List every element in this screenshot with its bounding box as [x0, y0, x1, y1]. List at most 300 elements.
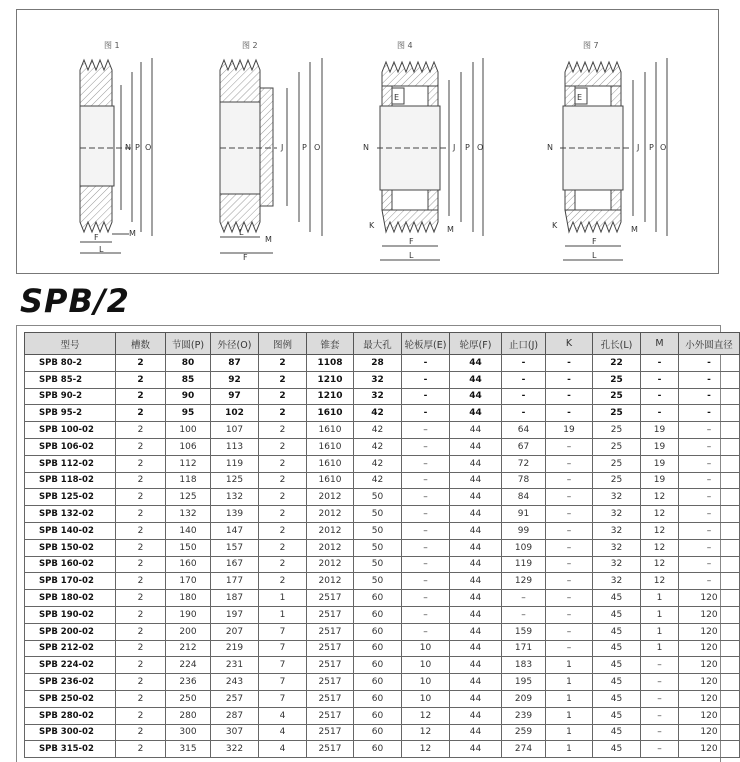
table-cell: 2	[116, 556, 166, 573]
table-cell: 1	[259, 606, 307, 623]
model-cell: SPB 180-02	[25, 590, 116, 607]
table-row	[25, 422, 740, 439]
column-header: 最大孔	[354, 333, 402, 355]
model-cell: SPB 300-02	[25, 724, 116, 741]
table-cell: 50	[354, 573, 402, 590]
table-cell: 2012	[307, 573, 354, 590]
table-cell: 150	[166, 539, 211, 556]
table-cell: 183	[502, 657, 546, 674]
table-cell: 7	[259, 623, 307, 640]
table-cell: 231	[211, 657, 259, 674]
table-cell: 195	[502, 674, 546, 691]
table-cell: 1108	[307, 355, 354, 372]
table-cell: 19	[641, 455, 679, 472]
table-cell: -	[402, 355, 450, 372]
table-cell: 12	[641, 506, 679, 523]
table-cell: 257	[211, 690, 259, 707]
fig4-dim-j: J	[453, 143, 456, 152]
table-cell: –	[546, 539, 593, 556]
model-cell: SPB 118-02	[25, 472, 116, 489]
model-cell: SPB 250-02	[25, 690, 116, 707]
table-cell: 1	[546, 690, 593, 707]
table-cell: –	[546, 606, 593, 623]
table-cell: 44	[450, 438, 502, 455]
table-cell: 7	[259, 674, 307, 691]
fig7-dim-k: K	[552, 221, 558, 230]
column-header: 小外圆直径	[679, 333, 740, 355]
table-cell: 7	[259, 657, 307, 674]
table-cell: 120	[679, 674, 740, 691]
table-cell: 45	[593, 690, 641, 707]
table-cell: 106	[166, 438, 211, 455]
table-cell: 60	[354, 590, 402, 607]
table-cell: 129	[502, 573, 546, 590]
model-cell: SPB 200-02	[25, 623, 116, 640]
column-header: 图例	[259, 333, 307, 355]
table-cell: 2517	[307, 640, 354, 657]
table-cell: 1	[546, 707, 593, 724]
model-cell: SPB 140-02	[25, 522, 116, 539]
table-row	[25, 640, 740, 657]
table-cell: 12	[641, 522, 679, 539]
model-cell: SPB 90-2	[25, 388, 116, 405]
model-cell: SPB 224-02	[25, 657, 116, 674]
table-cell: –	[402, 623, 450, 640]
table-cell: 2	[116, 422, 166, 439]
table-cell: 187	[211, 590, 259, 607]
table-cell: 207	[211, 623, 259, 640]
table-cell: 2	[259, 371, 307, 388]
table-cell: 32	[593, 539, 641, 556]
table-cell: 2	[259, 455, 307, 472]
model-cell: SPB 95-2	[25, 405, 116, 422]
table-cell: 2517	[307, 724, 354, 741]
table-row	[25, 388, 740, 405]
table-cell: 132	[211, 489, 259, 506]
table-cell: 2	[116, 606, 166, 623]
table-cell: –	[502, 606, 546, 623]
table-cell: -	[402, 388, 450, 405]
table-cell: 239	[502, 707, 546, 724]
table-cell: 60	[354, 657, 402, 674]
model-cell: SPB 315-02	[25, 741, 116, 758]
table-cell: 60	[354, 741, 402, 758]
table-cell: -	[502, 388, 546, 405]
table-cell: 2	[259, 556, 307, 573]
table-cell: -	[546, 405, 593, 422]
pulley-drawings	[17, 10, 718, 273]
table-cell: –	[679, 539, 740, 556]
table-cell: 2517	[307, 707, 354, 724]
fig2-dim-j: J	[281, 143, 284, 152]
table-cell: 42	[354, 422, 402, 439]
model-cell: SPB 112-02	[25, 455, 116, 472]
table-cell: 44	[450, 556, 502, 573]
table-cell: 120	[679, 590, 740, 607]
table-cell: 45	[593, 640, 641, 657]
table-cell: 2	[116, 590, 166, 607]
figure-1	[80, 41, 152, 253]
fig7-dim-m: M	[631, 225, 638, 234]
table-cell: 100	[166, 422, 211, 439]
table-cell: 60	[354, 707, 402, 724]
table-cell: 10	[402, 690, 450, 707]
table-cell: –	[546, 489, 593, 506]
table-cell: –	[502, 590, 546, 607]
table-cell: 45	[593, 623, 641, 640]
table-cell: 2	[116, 405, 166, 422]
table-cell: 147	[211, 522, 259, 539]
table-cell: 2	[116, 623, 166, 640]
table-cell: 120	[679, 724, 740, 741]
table-cell: 7	[259, 690, 307, 707]
table-cell: 1	[546, 741, 593, 758]
table-cell: 45	[593, 707, 641, 724]
table-cell: 140	[166, 522, 211, 539]
table-row	[25, 355, 740, 372]
table-cell: 45	[593, 674, 641, 691]
table-cell: 32	[593, 522, 641, 539]
table-cell: 90	[166, 388, 211, 405]
fig7-dim-o: O	[660, 143, 667, 152]
spec-table	[24, 332, 740, 758]
table-cell: 4	[259, 724, 307, 741]
table-cell: 32	[593, 573, 641, 590]
table-cell: 2	[259, 573, 307, 590]
table-cell: 99	[502, 522, 546, 539]
table-row	[25, 606, 740, 623]
fig7-dim-j: J	[637, 143, 640, 152]
table-cell: 19	[641, 472, 679, 489]
model-cell: SPB 160-02	[25, 556, 116, 573]
table-row	[25, 438, 740, 455]
table-cell: 45	[593, 657, 641, 674]
table-cell: 2	[259, 539, 307, 556]
table-cell: 44	[450, 405, 502, 422]
table-cell: 12	[641, 556, 679, 573]
table-cell: 2	[259, 355, 307, 372]
table-cell: 25	[593, 405, 641, 422]
table-cell: 2	[116, 657, 166, 674]
column-header: M	[641, 333, 679, 355]
table-cell: –	[402, 455, 450, 472]
series-heading: SPB/2	[20, 282, 130, 320]
table-cell: 44	[450, 623, 502, 640]
table-cell: –	[402, 422, 450, 439]
table-cell: 2	[116, 506, 166, 523]
table-cell: 2517	[307, 623, 354, 640]
table-cell: 315	[166, 741, 211, 758]
fig4-dim-e: E	[394, 93, 400, 102]
table-cell: 1610	[307, 422, 354, 439]
table-cell: 170	[166, 573, 211, 590]
table-cell: 10	[402, 640, 450, 657]
table-cell: –	[679, 573, 740, 590]
table-cell: 2	[116, 573, 166, 590]
table-cell: 12	[641, 573, 679, 590]
table-cell: 1	[641, 590, 679, 607]
table-cell: –	[546, 522, 593, 539]
fig4-dim-f: F	[409, 237, 414, 246]
table-cell: –	[546, 506, 593, 523]
table-cell: 45	[593, 741, 641, 758]
table-row	[25, 741, 740, 758]
table-cell: 44	[450, 674, 502, 691]
table-cell: 2	[259, 405, 307, 422]
table-cell: 118	[166, 472, 211, 489]
table-cell: 44	[450, 573, 502, 590]
table-cell: –	[402, 472, 450, 489]
model-cell: SPB 100-02	[25, 422, 116, 439]
model-cell: SPB 85-2	[25, 371, 116, 388]
table-cell: 1610	[307, 405, 354, 422]
table-row	[25, 489, 740, 506]
table-cell: 2012	[307, 489, 354, 506]
table-cell: –	[402, 606, 450, 623]
table-cell: 212	[166, 640, 211, 657]
table-cell: 45	[593, 724, 641, 741]
column-header: 孔长(L)	[593, 333, 641, 355]
table-cell: 2517	[307, 690, 354, 707]
fig1-dim-l: L	[99, 245, 104, 254]
table-cell: 92	[211, 371, 259, 388]
table-cell: 42	[354, 455, 402, 472]
fig4-dim-k: K	[369, 221, 375, 230]
table-row	[25, 590, 740, 607]
table-row	[25, 506, 740, 523]
table-cell: 25	[593, 422, 641, 439]
table-cell: –	[641, 657, 679, 674]
table-cell: –	[546, 455, 593, 472]
table-cell: 12	[402, 724, 450, 741]
fig2-dim-o: O	[314, 143, 321, 152]
table-cell: 2	[116, 741, 166, 758]
table-cell: -	[641, 355, 679, 372]
table-cell: –	[402, 590, 450, 607]
fig7-dim-l: L	[592, 251, 597, 260]
table-cell: 1	[259, 590, 307, 607]
table-cell: 32	[593, 506, 641, 523]
table-cell: 60	[354, 606, 402, 623]
table-cell: 19	[641, 422, 679, 439]
model-cell: SPB 190-02	[25, 606, 116, 623]
table-cell: 274	[502, 741, 546, 758]
table-cell: 44	[450, 455, 502, 472]
table-cell: 2012	[307, 506, 354, 523]
column-header: 锥套	[307, 333, 354, 355]
table-cell: 50	[354, 556, 402, 573]
table-cell: 280	[166, 707, 211, 724]
table-cell: 119	[502, 556, 546, 573]
table-cell: 2	[116, 640, 166, 657]
table-cell: 113	[211, 438, 259, 455]
table-cell: 10	[402, 674, 450, 691]
table-cell: 287	[211, 707, 259, 724]
table-cell: 91	[502, 506, 546, 523]
table-cell: 2	[259, 388, 307, 405]
table-cell: 2517	[307, 590, 354, 607]
fig4-dim-l: L	[409, 251, 414, 260]
fig7-dim-e: E	[577, 93, 583, 102]
table-cell: 60	[354, 640, 402, 657]
table-cell: 85	[166, 371, 211, 388]
table-cell: 60	[354, 674, 402, 691]
table-cell: 2012	[307, 522, 354, 539]
table-cell: 132	[166, 506, 211, 523]
column-header: K	[546, 333, 593, 355]
column-header: 节圆(P)	[166, 333, 211, 355]
table-cell: 25	[593, 438, 641, 455]
model-cell: SPB 236-02	[25, 674, 116, 691]
table-cell: 1	[641, 640, 679, 657]
table-cell: 2	[116, 707, 166, 724]
table-cell: 4	[259, 741, 307, 758]
fig2-dim-f: F	[243, 253, 248, 262]
table-cell: –	[641, 741, 679, 758]
table-cell: 32	[593, 556, 641, 573]
fig4-dim-n: N	[363, 143, 369, 152]
table-cell: –	[402, 522, 450, 539]
table-cell: 2	[116, 690, 166, 707]
table-cell: 2517	[307, 657, 354, 674]
table-cell: 25	[593, 388, 641, 405]
table-cell: 78	[502, 472, 546, 489]
table-cell: 2517	[307, 674, 354, 691]
table-cell: 180	[166, 590, 211, 607]
table-cell: 28	[354, 355, 402, 372]
table-cell: 322	[211, 741, 259, 758]
table-cell: 44	[450, 489, 502, 506]
table-row	[25, 707, 740, 724]
table-cell: 72	[502, 455, 546, 472]
table-cell: -	[502, 371, 546, 388]
model-cell: SPB 132-02	[25, 506, 116, 523]
table-cell: -	[402, 371, 450, 388]
table-cell: -	[679, 371, 740, 388]
table-cell: 95	[166, 405, 211, 422]
table-cell: 32	[593, 489, 641, 506]
table-cell: 25	[593, 455, 641, 472]
table-cell: 2	[259, 506, 307, 523]
table-cell: –	[679, 506, 740, 523]
table-cell: 25	[593, 472, 641, 489]
table-cell: 44	[450, 522, 502, 539]
table-row	[25, 724, 740, 741]
figure-7-label: 图 7	[583, 41, 599, 50]
column-header: 止口(J)	[502, 333, 546, 355]
table-cell: 243	[211, 674, 259, 691]
table-cell: 1210	[307, 371, 354, 388]
table-cell: –	[546, 472, 593, 489]
table-cell: 120	[679, 640, 740, 657]
table-cell: 2	[116, 388, 166, 405]
table-cell: –	[402, 556, 450, 573]
table-cell: 219	[211, 640, 259, 657]
table-cell: –	[546, 590, 593, 607]
table-cell: 2	[116, 438, 166, 455]
model-cell: SPB 125-02	[25, 489, 116, 506]
model-cell: SPB 80-2	[25, 355, 116, 372]
fig7-dim-p: P	[649, 143, 654, 152]
table-cell: 2	[259, 422, 307, 439]
table-cell: 2	[116, 355, 166, 372]
table-cell: 107	[211, 422, 259, 439]
table-cell: 236	[166, 674, 211, 691]
table-cell: –	[679, 522, 740, 539]
table-cell: 44	[450, 388, 502, 405]
table-cell: -	[402, 405, 450, 422]
table-cell: 42	[354, 472, 402, 489]
table-cell: 44	[450, 657, 502, 674]
table-cell: 44	[450, 606, 502, 623]
table-cell: -	[641, 371, 679, 388]
table-cell: -	[679, 388, 740, 405]
table-cell: 12	[641, 489, 679, 506]
table-cell: 87	[211, 355, 259, 372]
table-cell: 1	[546, 674, 593, 691]
table-cell: 209	[502, 690, 546, 707]
table-cell: 1210	[307, 388, 354, 405]
table-cell: 2	[259, 522, 307, 539]
model-cell: SPB 106-02	[25, 438, 116, 455]
table-cell: 44	[450, 690, 502, 707]
table-cell: 112	[166, 455, 211, 472]
table-cell: 2	[116, 539, 166, 556]
table-cell: 160	[166, 556, 211, 573]
table-cell: –	[641, 690, 679, 707]
table-cell: 259	[502, 724, 546, 741]
fig1-dim-o: O	[145, 143, 152, 152]
figure-2-label: 图 2	[242, 41, 258, 50]
model-cell: SPB 212-02	[25, 640, 116, 657]
table-cell: -	[641, 388, 679, 405]
fig4-dim-p: P	[465, 143, 470, 152]
table-cell: 307	[211, 724, 259, 741]
table-cell: 64	[502, 422, 546, 439]
table-cell: 60	[354, 690, 402, 707]
fig1-dim-n: N	[125, 143, 131, 152]
table-cell: 2	[116, 371, 166, 388]
table-cell: 44	[450, 707, 502, 724]
table-cell: –	[546, 640, 593, 657]
table-cell: 2517	[307, 606, 354, 623]
table-cell: 139	[211, 506, 259, 523]
table-cell: 1610	[307, 438, 354, 455]
table-cell: 50	[354, 539, 402, 556]
table-row	[25, 657, 740, 674]
table-cell: 32	[354, 371, 402, 388]
table-cell: 120	[679, 657, 740, 674]
table-row	[25, 371, 740, 388]
table-cell: –	[641, 674, 679, 691]
table-cell: 45	[593, 590, 641, 607]
column-header: 轮板厚(E)	[402, 333, 450, 355]
table-row	[25, 690, 740, 707]
table-cell: 60	[354, 724, 402, 741]
table-cell: 50	[354, 506, 402, 523]
table-cell: 12	[402, 707, 450, 724]
fig4-dim-m: M	[447, 225, 454, 234]
table-cell: 120	[679, 741, 740, 758]
table-cell: -	[546, 355, 593, 372]
table-cell: –	[402, 489, 450, 506]
table-cell: 125	[211, 472, 259, 489]
table-cell: –	[402, 506, 450, 523]
table-cell: 67	[502, 438, 546, 455]
table-cell: 157	[211, 539, 259, 556]
table-cell: 120	[679, 623, 740, 640]
table-cell: 120	[679, 707, 740, 724]
